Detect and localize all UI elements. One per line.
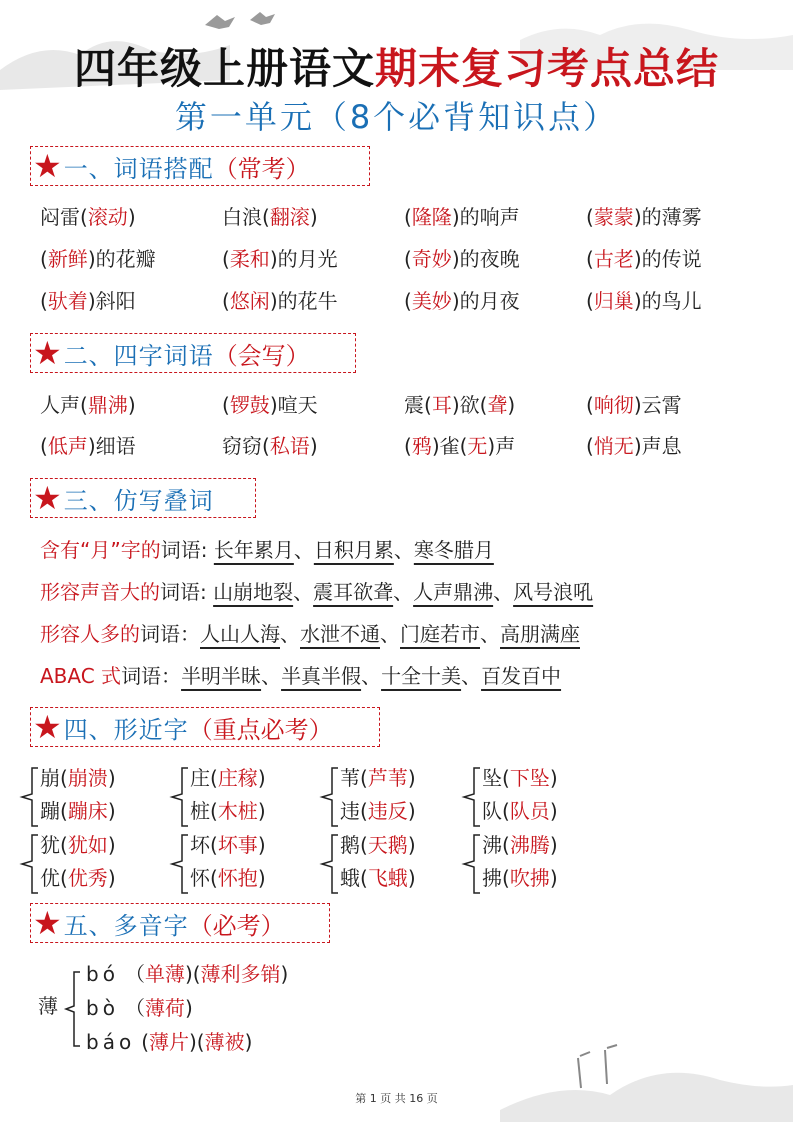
section-heading-3	[30, 478, 256, 518]
separator: 、	[293, 580, 314, 604]
answer-word: 驮着	[47, 289, 88, 313]
fixed-text: (	[222, 247, 230, 271]
example-word: 优秀	[67, 866, 108, 890]
section-note: （必考）	[188, 911, 285, 940]
section-label: 四、形近字	[63, 715, 189, 744]
pairing-item	[40, 202, 136, 232]
star-icon: ★	[33, 147, 62, 185]
bracket: )	[549, 799, 558, 823]
character: 怀	[190, 866, 210, 890]
reduplicated-line	[40, 577, 593, 607]
idiom-item: 窃窃(私语)	[222, 434, 318, 458]
star-icon: ★	[33, 708, 62, 746]
category-suffix: 词语:	[160, 538, 214, 562]
page-title	[0, 36, 793, 96]
pairing-item	[586, 244, 702, 274]
answer-word: 柔和	[229, 247, 270, 271]
character: 桩	[190, 799, 210, 823]
bracket: (	[360, 866, 368, 890]
page-number: 第 1 页 共 16 页	[355, 1092, 438, 1105]
bracket: )	[184, 996, 193, 1020]
reduplicated-line	[40, 661, 561, 691]
section-label: 一、词语搭配	[63, 154, 214, 183]
bracket: (	[502, 833, 510, 857]
character-entry	[190, 795, 266, 828]
example-word: 沸腾	[509, 833, 550, 857]
idiom-item: (低声)细语	[40, 434, 136, 458]
answer-word: 翻滚	[269, 205, 310, 229]
separator: 、	[393, 538, 414, 562]
separator: 、	[293, 538, 314, 562]
answer-word: 隆隆	[411, 205, 452, 229]
bracket: (	[360, 766, 368, 790]
idiom-item: (锣鼓)喧天	[222, 393, 318, 417]
pairing-item	[40, 286, 136, 316]
fixed-text: 白浪(	[222, 205, 270, 229]
character-entry	[340, 795, 416, 828]
bracket: (	[141, 1030, 149, 1054]
fixed-text: )的鸟儿	[633, 289, 702, 313]
example-word: 十全十美	[381, 664, 462, 688]
bracket: )(	[189, 1030, 205, 1054]
bracket: )	[257, 866, 266, 890]
bracket: )	[549, 866, 558, 890]
brace-icon	[62, 968, 82, 1050]
bracket: (	[210, 766, 218, 790]
fixed-text: (	[40, 289, 48, 313]
fixed-text: 闷雷(	[40, 205, 88, 229]
fixed-text: )的花瓣	[87, 247, 156, 271]
example-word: 木桩	[217, 799, 258, 823]
answer-word: 新鲜	[47, 247, 88, 271]
example-word: 庄稼	[217, 766, 258, 790]
bracket: (	[360, 833, 368, 857]
example-word: 寒冬腊月	[413, 538, 494, 562]
example-word: 高朋满座	[500, 622, 580, 646]
brace-icon	[318, 764, 340, 830]
separator: 、	[361, 664, 382, 688]
fixed-text: )	[309, 205, 318, 229]
answer-word: 古老	[593, 247, 634, 271]
example-word: 蹦床	[67, 799, 108, 823]
bracket: (	[360, 799, 368, 823]
fixed-text: )	[127, 205, 136, 229]
example-word: 水泄不通	[300, 622, 380, 646]
fixed-text: )的月光	[269, 247, 338, 271]
pairing-item	[222, 202, 318, 232]
category-suffix: 词语：	[140, 622, 200, 646]
bracket: )	[107, 766, 116, 790]
title-red-part: 期末复习考点总结	[375, 44, 720, 93]
pairing-item	[222, 286, 338, 316]
idiom-item: (鸦)雀(无)声	[404, 434, 516, 458]
section-label: 三、仿写叠词	[63, 486, 214, 515]
example-word: 门庭若市	[400, 622, 480, 646]
section-label: 二、四字词语	[63, 341, 214, 370]
character-entry	[340, 862, 416, 895]
brace-icon	[318, 831, 340, 897]
fixed-text: (	[586, 289, 594, 313]
brace-icon	[460, 764, 482, 830]
bracket: )	[407, 833, 416, 857]
fixed-text: )的传说	[633, 247, 702, 271]
idiom-item: 人声(鼎沸)	[40, 393, 136, 417]
character-entry	[40, 762, 116, 795]
bracket: (	[502, 866, 510, 890]
example-word: 日积月累	[313, 538, 394, 562]
character: 苇	[340, 766, 360, 790]
reading-line	[86, 992, 193, 1021]
character-entry	[482, 795, 558, 828]
bracket: (	[60, 799, 68, 823]
bracket: (	[60, 866, 68, 890]
brace-icon	[18, 831, 40, 897]
example-word: 下坠	[509, 766, 550, 790]
example-word: 薄被	[204, 1030, 245, 1054]
bracket: (	[210, 799, 218, 823]
bracket: )	[107, 866, 116, 890]
unit-subtitle: 第一单元（8个必背知识点）	[174, 98, 619, 136]
example-word: 百发百中	[481, 664, 562, 688]
fixed-text: )的薄雾	[633, 205, 702, 229]
section-label: 五、多音字	[63, 911, 189, 940]
title-black-part: 四年级上册语文	[73, 44, 375, 93]
example-word: 单薄	[144, 962, 185, 986]
fixed-text: )的月夜	[451, 289, 520, 313]
character: 崩	[40, 766, 60, 790]
fixed-text: )斜阳	[87, 289, 136, 313]
character-entry	[40, 862, 116, 895]
example-word: 队员	[509, 799, 550, 823]
reduplicated-line	[40, 619, 580, 649]
fixed-text: )的花牛	[269, 289, 338, 313]
section-heading-1	[30, 146, 370, 186]
bracket: )	[549, 766, 558, 790]
brace-icon	[18, 764, 40, 830]
character: 拂	[482, 866, 502, 890]
pairing-item	[586, 286, 702, 316]
character-pair	[40, 829, 116, 895]
idiom-item: 震(耳)欲(聋)	[404, 393, 516, 417]
bracket: )	[257, 799, 266, 823]
character: 队	[482, 799, 502, 823]
fixed-text: (	[404, 247, 412, 271]
answer-word: 归巢	[593, 289, 634, 313]
character-pair	[190, 762, 266, 828]
idiom-item: (悄无)声息	[586, 434, 682, 458]
star-icon: ★	[33, 334, 62, 372]
example-word: 飞蛾	[367, 866, 408, 890]
fixed-text: (	[586, 247, 594, 271]
bracket: )	[407, 799, 416, 823]
star-icon: ★	[33, 479, 62, 517]
character-pair	[482, 829, 558, 895]
fixed-text: (	[404, 289, 412, 313]
pinyin: bò	[86, 996, 119, 1020]
example-word: 芦苇	[367, 766, 408, 790]
character-entry	[190, 862, 266, 895]
category-label: 形容人多的	[40, 622, 140, 646]
category-label: 形容声音大的	[40, 580, 160, 604]
character: 违	[340, 799, 360, 823]
bracket: (	[60, 766, 68, 790]
character: 优	[40, 866, 60, 890]
example-word: 犹如	[67, 833, 108, 857]
character-entry	[482, 862, 558, 895]
bracket: )	[107, 799, 116, 823]
character-entry	[482, 829, 558, 862]
character-pair	[340, 762, 416, 828]
character: 犹	[40, 833, 60, 857]
bracket: )	[257, 833, 266, 857]
example-word: 薄片	[149, 1030, 189, 1054]
fixed-text: )的响声	[451, 205, 520, 229]
example-word: 违反	[367, 799, 408, 823]
pairing-item	[222, 244, 338, 274]
separator: 、	[393, 580, 414, 604]
section-heading-4	[30, 707, 380, 747]
bracket: )	[244, 1030, 253, 1054]
answer-word: 美妙	[411, 289, 452, 313]
pinyin: bó	[86, 962, 119, 986]
bracket: )	[549, 833, 558, 857]
example-word: 半真半假	[281, 664, 362, 688]
bracket: )	[257, 766, 266, 790]
brace-icon	[168, 764, 190, 830]
character: 鹅	[340, 833, 360, 857]
separator: 、	[480, 622, 500, 646]
separator: 、	[461, 664, 482, 688]
character: 蹦	[40, 799, 60, 823]
reduplicated-line	[40, 535, 494, 565]
separator: 、	[280, 622, 300, 646]
example-word: 怀抱	[217, 866, 258, 890]
reading-line	[86, 1026, 252, 1055]
character-pair	[340, 829, 416, 895]
reading-line	[86, 958, 288, 987]
section-heading-5	[30, 903, 330, 943]
example-word: 山崩地裂	[213, 580, 294, 604]
fixed-text: (	[586, 205, 594, 229]
category-label: 含有“月”字的	[40, 538, 161, 562]
character-entry	[40, 829, 116, 862]
example-word: 半明半昧	[181, 664, 262, 688]
separator: 、	[380, 622, 400, 646]
pinyin: báo	[86, 1030, 136, 1054]
fixed-text: (	[404, 205, 412, 229]
bracket: (	[502, 766, 510, 790]
category-suffix: 词语:	[160, 580, 214, 604]
example-word: 人山人海	[200, 622, 280, 646]
example-word: 吹拂	[509, 866, 550, 890]
character: 蛾	[340, 866, 360, 890]
character-entry	[340, 829, 416, 862]
brace-icon	[168, 831, 190, 897]
bracket: )	[280, 962, 289, 986]
bracket: )	[407, 766, 416, 790]
example-word: 天鹅	[367, 833, 408, 857]
character-pair	[482, 762, 558, 828]
bracket: (	[60, 833, 68, 857]
character-pair	[40, 762, 116, 828]
category-label: ABAC 式	[40, 664, 122, 688]
bracket: )(	[184, 962, 201, 986]
example-word: 震耳欲聋	[313, 580, 394, 604]
answer-word: 蒙蒙	[593, 205, 634, 229]
section-note: （会写）	[213, 341, 310, 370]
character-entry	[40, 795, 116, 828]
pairing-item	[404, 286, 520, 316]
character: 沸	[482, 833, 502, 857]
answer-word: 滚动	[87, 205, 128, 229]
character-entry	[482, 762, 558, 795]
section-heading-2	[30, 333, 356, 373]
example-word: 风号浪吼	[513, 580, 594, 604]
character-entry	[190, 829, 266, 862]
pairing-item	[404, 202, 520, 232]
example-word: 薄利多销	[200, 962, 281, 986]
pairing-item	[404, 244, 520, 274]
brace-icon	[460, 831, 482, 897]
example-word: 长年累月	[213, 538, 294, 562]
section-note: （重点必考）	[188, 715, 333, 744]
section-note: （常考）	[213, 154, 310, 183]
bracket: )	[107, 833, 116, 857]
fixed-text: (	[222, 289, 230, 313]
example-word: 人声鼎沸	[413, 580, 494, 604]
example-word: 崩溃	[67, 766, 108, 790]
character: 坏	[190, 833, 210, 857]
character: 坠	[482, 766, 502, 790]
bracket: (	[502, 799, 510, 823]
polyphone-character: 薄	[38, 994, 58, 1018]
idiom-item: (响彻)云霄	[586, 393, 682, 417]
answer-word: 悠闲	[229, 289, 270, 313]
mountain-crane-decoration-bottom	[480, 1040, 793, 1122]
bracket: )	[407, 866, 416, 890]
character-entry	[340, 762, 416, 795]
character: 庄	[190, 766, 210, 790]
example-word: 坏事	[217, 833, 258, 857]
bracket: （	[124, 996, 145, 1020]
character-pair	[190, 829, 266, 895]
character-entry	[190, 762, 266, 795]
example-word: 薄荷	[144, 996, 185, 1020]
star-icon: ★	[33, 904, 62, 942]
separator: 、	[493, 580, 514, 604]
fixed-text: (	[40, 247, 48, 271]
bracket: (	[210, 833, 218, 857]
pairing-item	[40, 244, 156, 274]
separator: 、	[261, 664, 282, 688]
category-suffix: 词语：	[121, 664, 182, 688]
pairing-item	[586, 202, 702, 232]
answer-word: 奇妙	[411, 247, 452, 271]
bracket: (	[210, 866, 218, 890]
fixed-text: )的夜晚	[451, 247, 520, 271]
bracket: （	[124, 962, 145, 986]
